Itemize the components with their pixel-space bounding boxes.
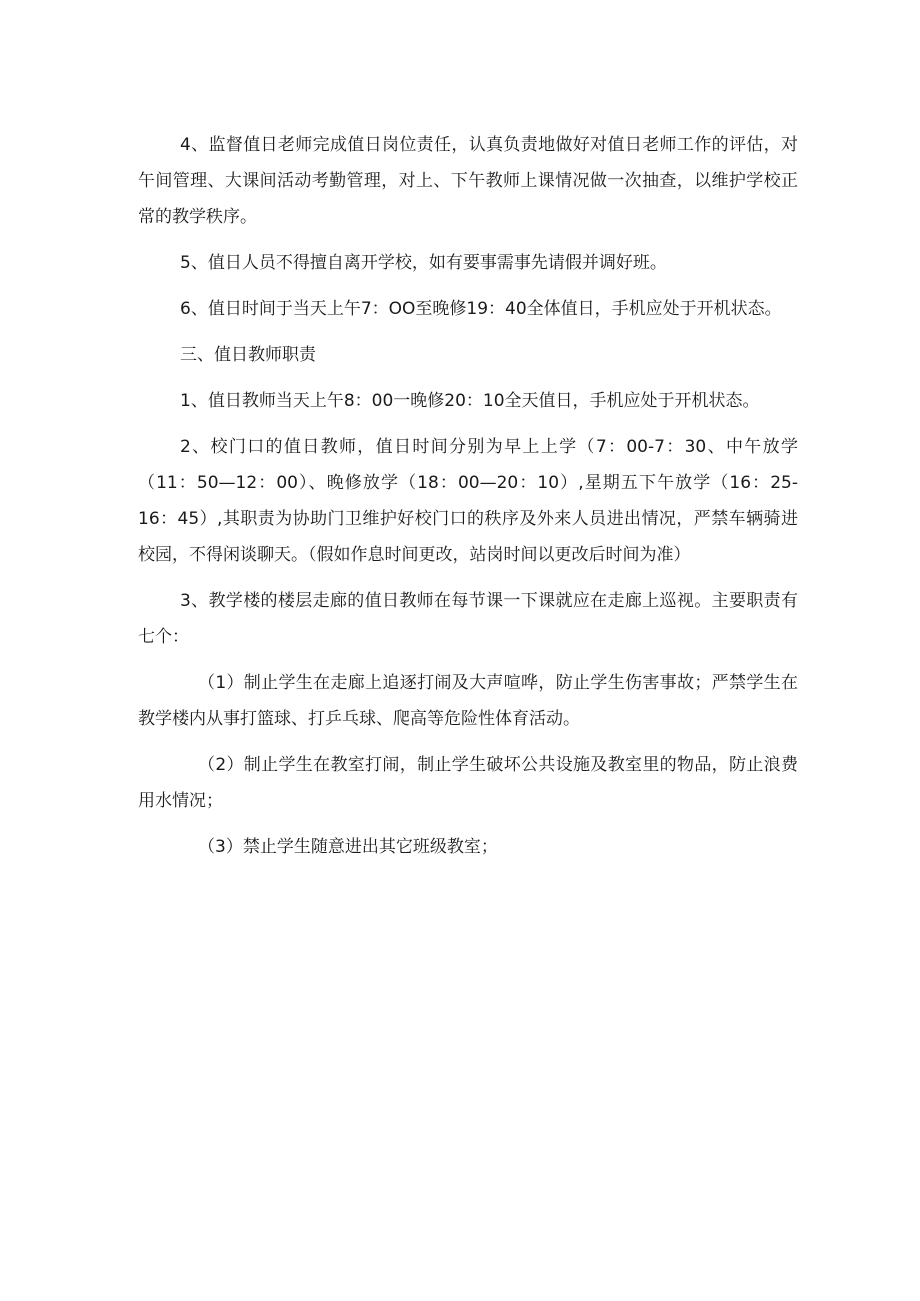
- paragraph-item-4: 4、监督值日老师完成值日岗位责任，认真负责地做好对值日老师工作的评估，对午间管理、大课间活动考勤管理，对上、下午教师上课情况做一次抽查，以维护学校正常的教学秩序。: [138, 135, 798, 227]
- document-body: [138, 127, 798, 875]
- section-heading-3: 三、值日教师职责: [180, 345, 316, 365]
- paragraph-item-5: 5、值日人员不得擅自离开学校，如有要事需事先请假并调好班。: [180, 253, 667, 273]
- sub-item-2: （2）制止学生在教室打闹，制止学生破坏公共设施及教室里的物品，防止浪费用水情况；: [138, 755, 798, 811]
- paragraph-duty-1: 1、值日教师当天上午8：00一晚修20：10全天值日，手机应处于开机状态。: [180, 391, 760, 411]
- paragraph-duty-3: 3、教学楼的楼层走廊的值日教师在每节课一下课就应在走廊上巡视。主要职责有七个：: [138, 591, 798, 647]
- sub-item-3: （3）禁止学生随意进出其它班级教室；: [198, 837, 498, 857]
- paragraph-item-6: 6、值日时间于当天上午7：OO至晚修19：40全体值日，手机应处于开机状态。: [180, 299, 782, 319]
- sub-item-1: （1）制止学生在走廊上追逐打闹及大声喧哗，防止学生伤害事故；严禁学生在教学楼内从事打篮球、打乒乓球、爬高等危险性体育活动。: [138, 673, 798, 729]
- paragraph-duty-2: 2、校门口的值日教师，值日时间分别为早上上学（7：00-7：30、中午放学（11：50—12：00）、晚修放学（18：00—20：10）,星期五下午放学（16：25-16：45）,其职责为协助门卫维护好校门口的秩序及外来人员进出情况，严禁车辆骑进校园，不得闲谈聊天。（假如作息时间更改，站岗时间以更改后时间为准）: [138, 437, 798, 565]
